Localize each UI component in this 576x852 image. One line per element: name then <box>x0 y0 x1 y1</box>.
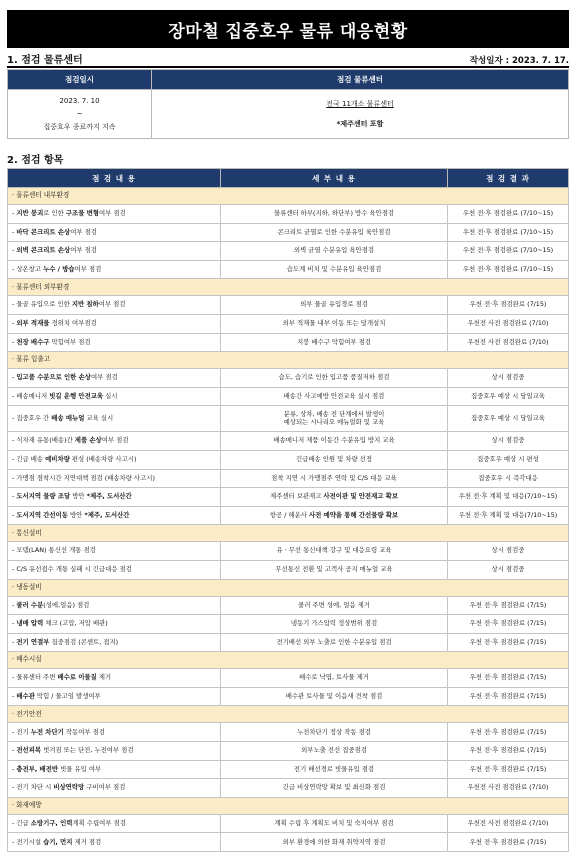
inspection-result: 우천 전·후 점검완료 (7/15) <box>448 723 569 742</box>
inspection-result: 우천전 사전 점검완료 (7/10) <box>448 814 569 833</box>
inspection-item: - 천장 배수구 막힘여부 점검 <box>8 333 221 352</box>
period-start: 2023. 7. 10 <box>59 96 100 105</box>
inspection-result: 집중호우 시 즉각대응 <box>448 469 569 488</box>
col-item-header: 점 검 내 용 <box>8 169 221 188</box>
inspection-detail: 지붕 배수구 막힘여부 점검 <box>221 333 448 352</box>
inspection-detail: 계획 수립 후 계획도 비치 및 숙지여부 점검 <box>221 814 448 833</box>
inspection-item: - 배수관 막힘 / 물고임 발생여부 <box>8 687 221 706</box>
inspection-row <box>8 333 569 352</box>
inspection-row <box>8 242 569 261</box>
col-period-header: 점검일시 <box>8 70 152 90</box>
inspection-row <box>8 314 569 333</box>
inspection-detail: 습도계 비치 및 수분유입 육안점검 <box>221 260 448 279</box>
inspection-detail: 배수로 낙엽, 토사물 제거 <box>221 669 448 688</box>
inspection-detail: 유 · 무선 통신대책 강구 및 대응요령 교육 <box>221 542 448 561</box>
inspection-row <box>8 205 569 224</box>
inspection-detail: 습도, 습기로 인한 입고품 품질저하 점검 <box>221 369 448 388</box>
inspection-center-table <box>7 69 569 139</box>
inspection-detail: 외부 환경에 의한 화재 취약지역 점검 <box>221 833 448 852</box>
center-cell <box>152 90 569 139</box>
inspection-result: 상시 점검중 <box>448 369 569 388</box>
category-row <box>8 525 569 542</box>
inspection-result: 집중호우 예상 시 당일교육 <box>448 406 569 432</box>
inspection-row <box>8 260 569 279</box>
inspection-detail: 점착 지연 시 가맹점주 연락 및 C/S 대응 교육 <box>221 469 448 488</box>
inspection-detail: 외벽 균열 수분유입 육안점검 <box>221 242 448 261</box>
document-title: 장마철 집중호우 물류 대응현황 <box>7 10 569 48</box>
inspection-detail: 쿨러 주변 성에, 얼음 제거 <box>221 596 448 615</box>
inspection-item: - 집중호우 간 배송 매뉴얼 교육 실시 <box>8 406 221 432</box>
inspection-row <box>8 432 569 451</box>
inspection-row <box>8 506 569 525</box>
inspection-item: - 물류센터 주변 배수로 이물질 제거 <box>8 669 221 688</box>
category-label: · 냉동설비 <box>8 579 569 596</box>
category-label: · 통신설비 <box>8 525 569 542</box>
inspection-result: 우천 전·후 점검완료 (7/15) <box>448 615 569 634</box>
inspection-row <box>8 814 569 833</box>
inspection-result: 우천전 사전 점검완료 (7/10) <box>448 779 569 798</box>
inspection-row <box>8 742 569 761</box>
inspection-row <box>8 488 569 507</box>
inspection-row <box>8 779 569 798</box>
inspection-row <box>8 406 569 432</box>
period-cell <box>8 90 152 139</box>
period-tilde: ~ <box>76 109 83 118</box>
inspection-result: 우천 전·후 점검완료 (7/10~15) <box>448 223 569 242</box>
inspection-items-table <box>7 168 569 852</box>
inspection-result: 상시 점검중 <box>448 542 569 561</box>
inspection-detail: 물류센터 하부(지하, 하단부) 방수 육안점검 <box>221 205 448 224</box>
inspection-result: 우천 전·후 점검완료 (7/10~15) <box>448 242 569 261</box>
inspection-row <box>8 596 569 615</box>
inspection-item: - 모뎀(LAN) 통신선 개통 점검 <box>8 542 221 561</box>
inspection-result: 우천 전·후 점검완료 (7/15) <box>448 596 569 615</box>
inspection-row <box>8 633 569 652</box>
inspection-items-body <box>8 188 569 852</box>
inspection-result: 집중호우 예상 시 당일교육 <box>448 387 569 406</box>
col-result-header: 점 검 결 과 <box>448 169 569 188</box>
inspection-item: - 입고품 수분으로 인한 손상여부 점검 <box>8 369 221 388</box>
inspection-detail: 외부 적재물 내부 이동 또는 덮개설치 <box>221 314 448 333</box>
inspection-item: - 긴급 소방기구, 인력계획 수립여부 점검 <box>8 814 221 833</box>
inspection-row <box>8 223 569 242</box>
inspection-detail: 제주센터 보관재고 사전이관 및 안전재고 확보 <box>221 488 448 507</box>
inspection-row <box>8 687 569 706</box>
inspection-result: 우천 전·후 점검완료 (7/10~15) <box>448 205 569 224</box>
report-date: 작성일자 : 2023. 7. 17. <box>469 56 569 66</box>
category-row <box>8 188 569 205</box>
inspection-detail: 냉동기 가스압력 정상범위 점검 <box>221 615 448 634</box>
inspection-item: - 전기시설 습기, 먼지 제거 점검 <box>8 833 221 852</box>
inspection-detail: 배송간 사고예방 안전교육 실시 점검 <box>221 387 448 406</box>
category-row <box>8 797 569 814</box>
inspection-item: - 상온창고 누수 / 방습여부 점검 <box>8 260 221 279</box>
inspection-result: 우천 전·후 계획 및 대응(7/10~15) <box>448 506 569 525</box>
inspection-item: - 배송매니저 빗길 운행 안전교육 실시 <box>8 387 221 406</box>
category-label: · 배수시설 <box>8 652 569 669</box>
inspection-detail: 배송매니저 제품 이동간 수분유입 방지 교육 <box>221 432 448 451</box>
inspection-item: - 전기 누전 차단기 작동여부 점검 <box>8 723 221 742</box>
col-center-header: 점검 물류센터 <box>152 70 569 90</box>
inspection-result: 우천전 사전 점검완료 (7/10) <box>448 333 569 352</box>
detail-line: 분류, 상차, 배송 전 단계에서 발생이 <box>283 410 385 419</box>
category-row <box>8 652 569 669</box>
category-label: · 전기안전 <box>8 706 569 723</box>
inspection-row <box>8 723 569 742</box>
inspection-result: 집중호우 예상 시 편성 <box>448 450 569 469</box>
inspection-item: - 바닥 콘크리트 손상여부 점검 <box>8 223 221 242</box>
inspection-item: - 물골 유입으로 인한 지반 침하여부 점검 <box>8 296 221 315</box>
inspection-item: - 가맹점 점착시간 지연대책 점검 (배송차량 사고시) <box>8 469 221 488</box>
inspection-detail: 무선통신 전환 및 고객사 공지 매뉴얼 교육 <box>221 560 448 579</box>
inspection-result: 상시 점검중 <box>448 432 569 451</box>
center-note: *제주센터 포함 <box>336 119 384 128</box>
inspection-row <box>8 560 569 579</box>
category-row <box>8 279 569 296</box>
inspection-result: 우천 전·후 점검완료 (7/15) <box>448 760 569 779</box>
inspection-detail: 긴급배송 인원 및 차량 선정 <box>221 450 448 469</box>
inspection-row <box>8 450 569 469</box>
inspection-item: - 쿨러 수분(성에,얼음) 점검 <box>8 596 221 615</box>
inspection-detail <box>221 406 448 432</box>
inspection-result: 우천 전·후 점검완료 (7/10~15) <box>448 260 569 279</box>
inspection-row <box>8 542 569 561</box>
inspection-item: - 지반 붕괴로 인한 구조물 변형여부 점검 <box>8 205 221 224</box>
category-label: · 물류센터 외부환경 <box>8 279 569 296</box>
inspection-detail: 콘크리트 균열로 인한 수분유입 육안점검 <box>221 223 448 242</box>
inspection-item: - 전선피복 벗겨짐 또는 단전, 누전여부 점검 <box>8 742 221 761</box>
category-label: · 화재예방 <box>8 797 569 814</box>
inspection-detail: 외부 물골 유입경로 점검 <box>221 296 448 315</box>
inspection-item: - 식자재 유통(배송)간 제품 손상여부 점검 <box>8 432 221 451</box>
category-row <box>8 706 569 723</box>
inspection-item: - 긴급 배송 예비차량 편성 (배송차량 사고시) <box>8 450 221 469</box>
category-row <box>8 579 569 596</box>
inspection-row <box>8 296 569 315</box>
inspection-item: - C/S 유선접수 개통 실패 시 긴급대응 점검 <box>8 560 221 579</box>
inspection-row <box>8 369 569 388</box>
inspection-item: - 전기 연결부 집중점검 (콘센트, 접지) <box>8 633 221 652</box>
col-detail-header: 세 부 내 용 <box>221 169 448 188</box>
inspection-result: 우천전 사전 점검완료 (7/10) <box>448 314 569 333</box>
inspection-row <box>8 469 569 488</box>
center-count: 전국 11개소 물류센터 <box>326 99 394 108</box>
inspection-detail: 누전차단기 정상 작동 점검 <box>221 723 448 742</box>
inspection-row <box>8 760 569 779</box>
inspection-detail: 전기배선 외부 노출로 인한 수분유입 점검 <box>221 633 448 652</box>
category-label: · 물류센터 내부환경 <box>8 188 569 205</box>
section2-heading: 2. 점검 항목 <box>7 155 64 166</box>
inspection-detail: 전기 배선경로 빗물유입 점검 <box>221 760 448 779</box>
inspection-result: 우천 전·후 점검완료 (7/15) <box>448 687 569 706</box>
detail-line: 예상되는 시나리오 매뉴얼화 및 교육 <box>283 417 385 426</box>
inspection-item: - 외벽 콘크리트 손상여부 점검 <box>8 242 221 261</box>
inspection-detail: 외부노출 전선 집중점검 <box>221 742 448 761</box>
inspection-result: 우천 전·후 점검완료 (7/15) <box>448 296 569 315</box>
category-row <box>8 352 569 369</box>
inspection-item: - 전기 차단 시 비상연락망 구비여부 점검 <box>8 779 221 798</box>
inspection-row <box>8 833 569 852</box>
inspection-result: 우천 전·후 점검완료 (7/15) <box>448 669 569 688</box>
category-label: · 물류 입출고 <box>8 352 569 369</box>
inspection-detail: 긴급 비상연락망 확보 및 최신화 점검 <box>221 779 448 798</box>
section1-header <box>7 52 569 68</box>
inspection-row <box>8 669 569 688</box>
inspection-result: 우천 전·후 점검완료 (7/15) <box>448 833 569 852</box>
inspection-result: 우천 전·후 점검완료 (7/15) <box>448 633 569 652</box>
inspection-result: 우천 전·후 계획 및 대응(7/10~15) <box>448 488 569 507</box>
inspection-item: - 도서지역 간선이동 방안 *제주, 도서산간 <box>8 506 221 525</box>
inspection-item: - 충전부, 배전반 빗물 유입 여부 <box>8 760 221 779</box>
inspection-detail: 배수관 토사물 및 이음새 견착 점검 <box>221 687 448 706</box>
inspection-item: - 외부 적재물 정위치 여부점검 <box>8 314 221 333</box>
inspection-item: - 냉매 압력 체크 (고압, 저압 배관) <box>8 615 221 634</box>
inspection-row <box>8 615 569 634</box>
inspection-result: 상시 점검중 <box>448 560 569 579</box>
period-end: 집중호우 종료까지 지속 <box>43 122 116 131</box>
inspection-row <box>8 387 569 406</box>
section1-heading: 1. 점검 물류센터 <box>7 55 83 66</box>
inspection-detail: 항공 / 해운사 사전 예약을 통해 간선물량 확보 <box>221 506 448 525</box>
inspection-result: 우천 전·후 점검완료 (7/15) <box>448 742 569 761</box>
inspection-item: - 도서지역 물량 조달 방안 *제주, 도서산간 <box>8 488 221 507</box>
